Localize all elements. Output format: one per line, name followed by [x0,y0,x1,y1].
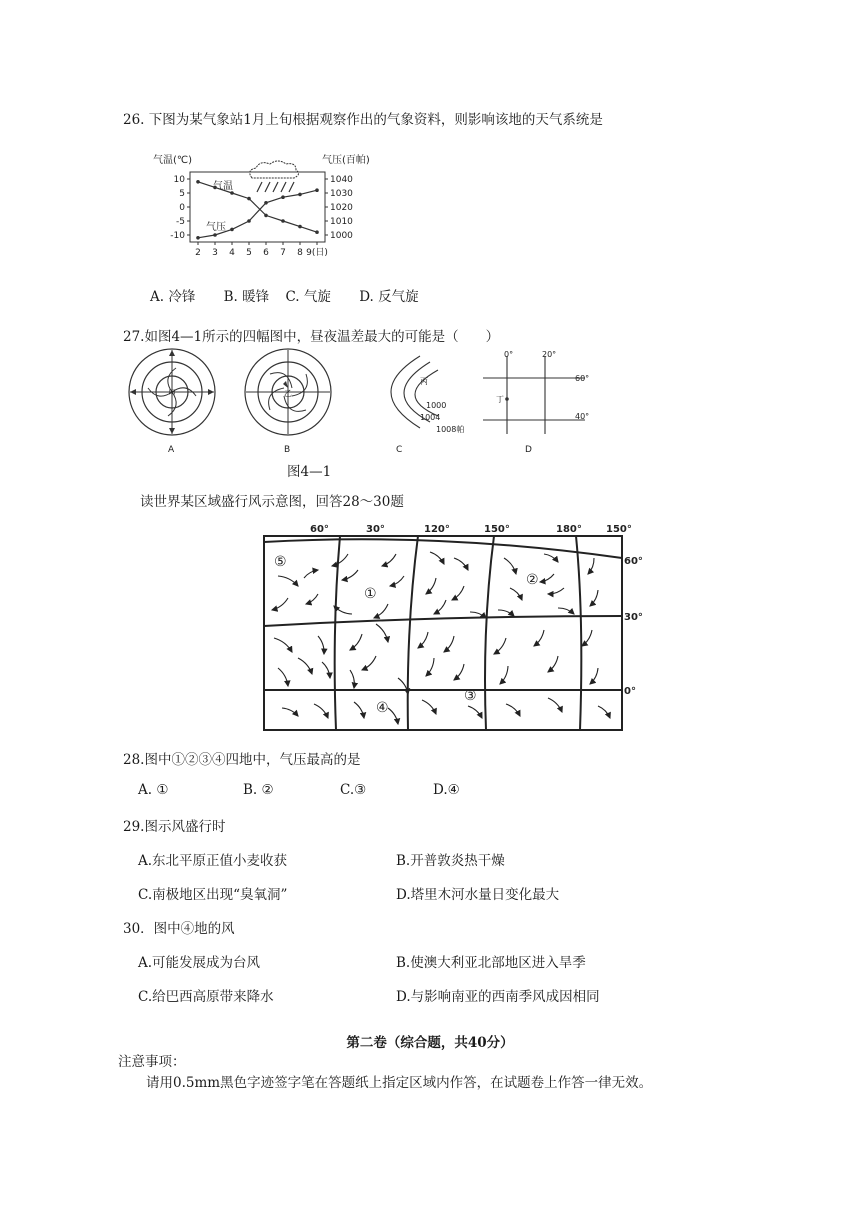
wind-arrow [558,608,574,614]
wind-arrow [548,656,558,672]
wind-map [258,518,658,734]
wind-arrow [422,700,436,714]
left-tick-label: -5 [176,217,185,227]
label-ding: 丁 [496,395,504,404]
wind-arrow [362,656,376,670]
q29-option-c[interactable]: C.南极地区出现“臭氧洞” [138,887,288,903]
x-tick-label: 2 [195,248,201,258]
q26-options [150,285,419,305]
chart-left-axis-label: 气温(℃) [153,155,193,166]
wind-arrow [376,624,388,642]
wind-arrow [454,558,468,570]
wind-arrow [426,578,436,594]
map-top-120: 120° [424,524,450,535]
q29-option-b[interactable]: B.开普敦炎热干燥 [396,853,505,869]
pressure-point [315,188,319,192]
wind-arrow [588,558,594,574]
x-tick-label: 4 [229,248,235,258]
wind-arrow [272,598,288,610]
wind-arrow [590,590,598,606]
q28-option-d[interactable]: D.④ [433,782,460,798]
series-label-pressure: 气压 [206,222,226,233]
left-tick-label: 0 [179,203,185,213]
q26-stem: 26. 下图为某气象站1月上旬根据观察作出的气象资料，则影响该地的天气系统是 [123,112,603,128]
wind-arrow [350,670,354,688]
pressure-point [213,233,217,237]
wind-arrow [418,632,428,648]
wind-arrow [434,600,446,614]
map-point-2: ② [526,572,539,588]
wind-arrow [318,636,324,654]
wind-arrow [314,704,328,718]
wind-arrow [534,630,544,646]
left-tick-label: -10 [170,231,185,241]
map-right-0: 0° [624,686,636,697]
isobar-1004: 1004 [420,413,441,422]
wind-arrow [354,702,364,718]
wind-arrow [548,698,562,712]
map-top-150: 150° [484,524,510,535]
x-tick-label: 9(日) [306,248,328,258]
lat-40: 40° [575,412,590,421]
q28-stem: 28.图中①②③④四地中，气压最高的是 [123,752,361,768]
wind-arrow [278,668,288,686]
fig-label-a: A [168,445,175,455]
map-top-60: 60° [310,524,329,535]
wind-arrow [298,658,312,674]
cloud-rain-icon [250,161,299,192]
wind-arrow [374,604,388,618]
pressure-point [281,195,285,199]
wind-arrow [398,678,408,694]
pressure-point [230,228,234,232]
wind-arrow [342,570,358,580]
temperature-point [247,197,251,201]
figure-b [245,349,331,435]
pressure-point [196,236,200,240]
q30-option-d[interactable]: D.与影响南亚的西南季风成因相同 [396,989,600,1005]
wind-arrow [382,554,396,566]
notice-heading: 注意事项： [118,1054,186,1070]
figure-d [483,350,589,434]
q28-option-b[interactable]: B. ② [243,782,274,798]
map-point-4: ④ [376,700,389,716]
wind-arrow [544,554,558,562]
wind-arrow [278,576,298,586]
label-bing: 丙 [420,377,428,386]
wind-arrow [500,666,508,684]
wind-arrow [332,554,348,566]
right-tick-label: 1040 [330,175,353,185]
wind-arrow [494,638,506,654]
wind-arrow [304,570,318,578]
wind-arrow [540,574,554,582]
wind-arrow [510,588,522,600]
temperature-point [298,225,302,229]
x-tick-label: 5 [246,248,252,258]
wind-arrow [282,708,298,716]
q30-option-a[interactable]: A.可能发展成为台风 [138,955,261,971]
map-right-30: 30° [624,612,643,623]
wind-arrow [444,636,454,652]
wind-arrow [454,664,464,680]
q27-figures [120,348,600,458]
wind-arrow [274,638,292,652]
wind-arrow [548,588,564,594]
q26-option-d[interactable]: D. 反气旋 [359,289,419,305]
wind-arrow [306,594,318,604]
x-tick-label: 8 [297,248,303,258]
pressure-point [298,193,302,197]
q29-option-a[interactable]: A.东北平原正值小麦收获 [138,853,288,869]
wind-arrow [498,610,514,616]
wind-arrow [322,662,330,678]
chart-right-axis-label: 气压(百帕) [322,155,370,166]
wind-arrow [350,634,362,650]
isobar-1008: 1008帕 [436,425,465,434]
q26-option-c[interactable]: C. 气旋 [285,289,331,305]
left-tick-label: 10 [173,175,185,185]
map-right-60: 60° [624,556,643,567]
notice-text: 请用0.5mm黑色字迹签字笔在答题纸上指定区域内作答，在试题卷上作答一律无效。 [146,1075,653,1091]
x-tick-label: 6 [263,248,269,258]
wind-arrow [598,706,610,718]
right-tick-label: 1020 [330,203,353,213]
q29-stem: 29.图示风盛行时 [123,819,226,835]
q26-option-b[interactable]: B. 暖锋 [223,289,270,305]
q30-option-c[interactable]: C.给巴西高原带来降水 [138,989,274,1005]
wind-arrow [582,630,592,646]
wind-arrow [388,708,398,724]
label-yi: 乙 [284,389,292,398]
q27-caption: 图4—1 [287,464,332,480]
q26-chart [150,152,420,260]
temperature-point [264,214,268,218]
wind-arrow [430,552,444,564]
map-top-180: 180° [556,524,582,535]
lon-0: 0° [504,350,514,359]
wind-arrow [504,558,516,574]
right-tick-label: 1000 [330,231,353,241]
q28-30-intro: 读世界某区域盛行风示意图，回答28～30题 [140,494,404,510]
part2-title: 第二卷（综合题，共40分） [346,1035,514,1051]
q28-option-a[interactable]: A. ① [138,782,169,798]
wind-arrow [506,704,520,716]
map-point-1: ① [364,586,377,602]
label-jia: 甲 [168,389,176,398]
temperature-point [315,230,319,234]
fig-label-c: C [396,445,403,455]
left-tick-label: 5 [179,189,185,199]
wind-arrow [426,658,434,676]
x-tick-label: 7 [280,248,286,258]
wind-arrow [452,586,464,600]
right-tick-label: 1030 [330,189,353,199]
pressure-point [247,219,251,223]
map-point-3: ③ [464,688,477,704]
map-top-30: 30° [366,524,385,535]
q30-stem: 30．图中④地的风 [123,921,235,937]
lon-20: 20° [542,350,557,359]
q26-option-a[interactable]: A. 冷锋 [150,289,196,305]
q27-stem: 27.如图4—1所示的四幅图中，昼夜温差最大的可能是（ ） [123,329,500,345]
series-label-temp: 气温 [213,181,233,192]
q29-option-d[interactable]: D.塔里木河水量日变化最大 [396,887,560,903]
wind-arrow [390,576,404,586]
wind-arrow [468,706,482,718]
wind-arrow [590,668,598,684]
pressure-point [264,201,268,205]
temperature-point [196,180,200,184]
fig-label-d: D [525,445,532,455]
q30-option-b[interactable]: B.使澳大利亚北部地区进入旱季 [396,955,586,971]
figure-c [391,356,464,434]
wind-arrow [334,606,352,614]
figure-a [129,349,215,435]
map-top-150w: 150° [606,524,632,535]
map-point-5: ⑤ [274,554,287,570]
lat-60: 60° [575,374,590,383]
isobar-1000: 1000 [426,401,447,410]
temperature-point [281,219,285,223]
fig-label-b: B [284,445,291,455]
q28-option-c[interactable]: C.③ [340,782,367,798]
x-tick-label: 3 [212,248,218,258]
right-tick-label: 1010 [330,217,353,227]
